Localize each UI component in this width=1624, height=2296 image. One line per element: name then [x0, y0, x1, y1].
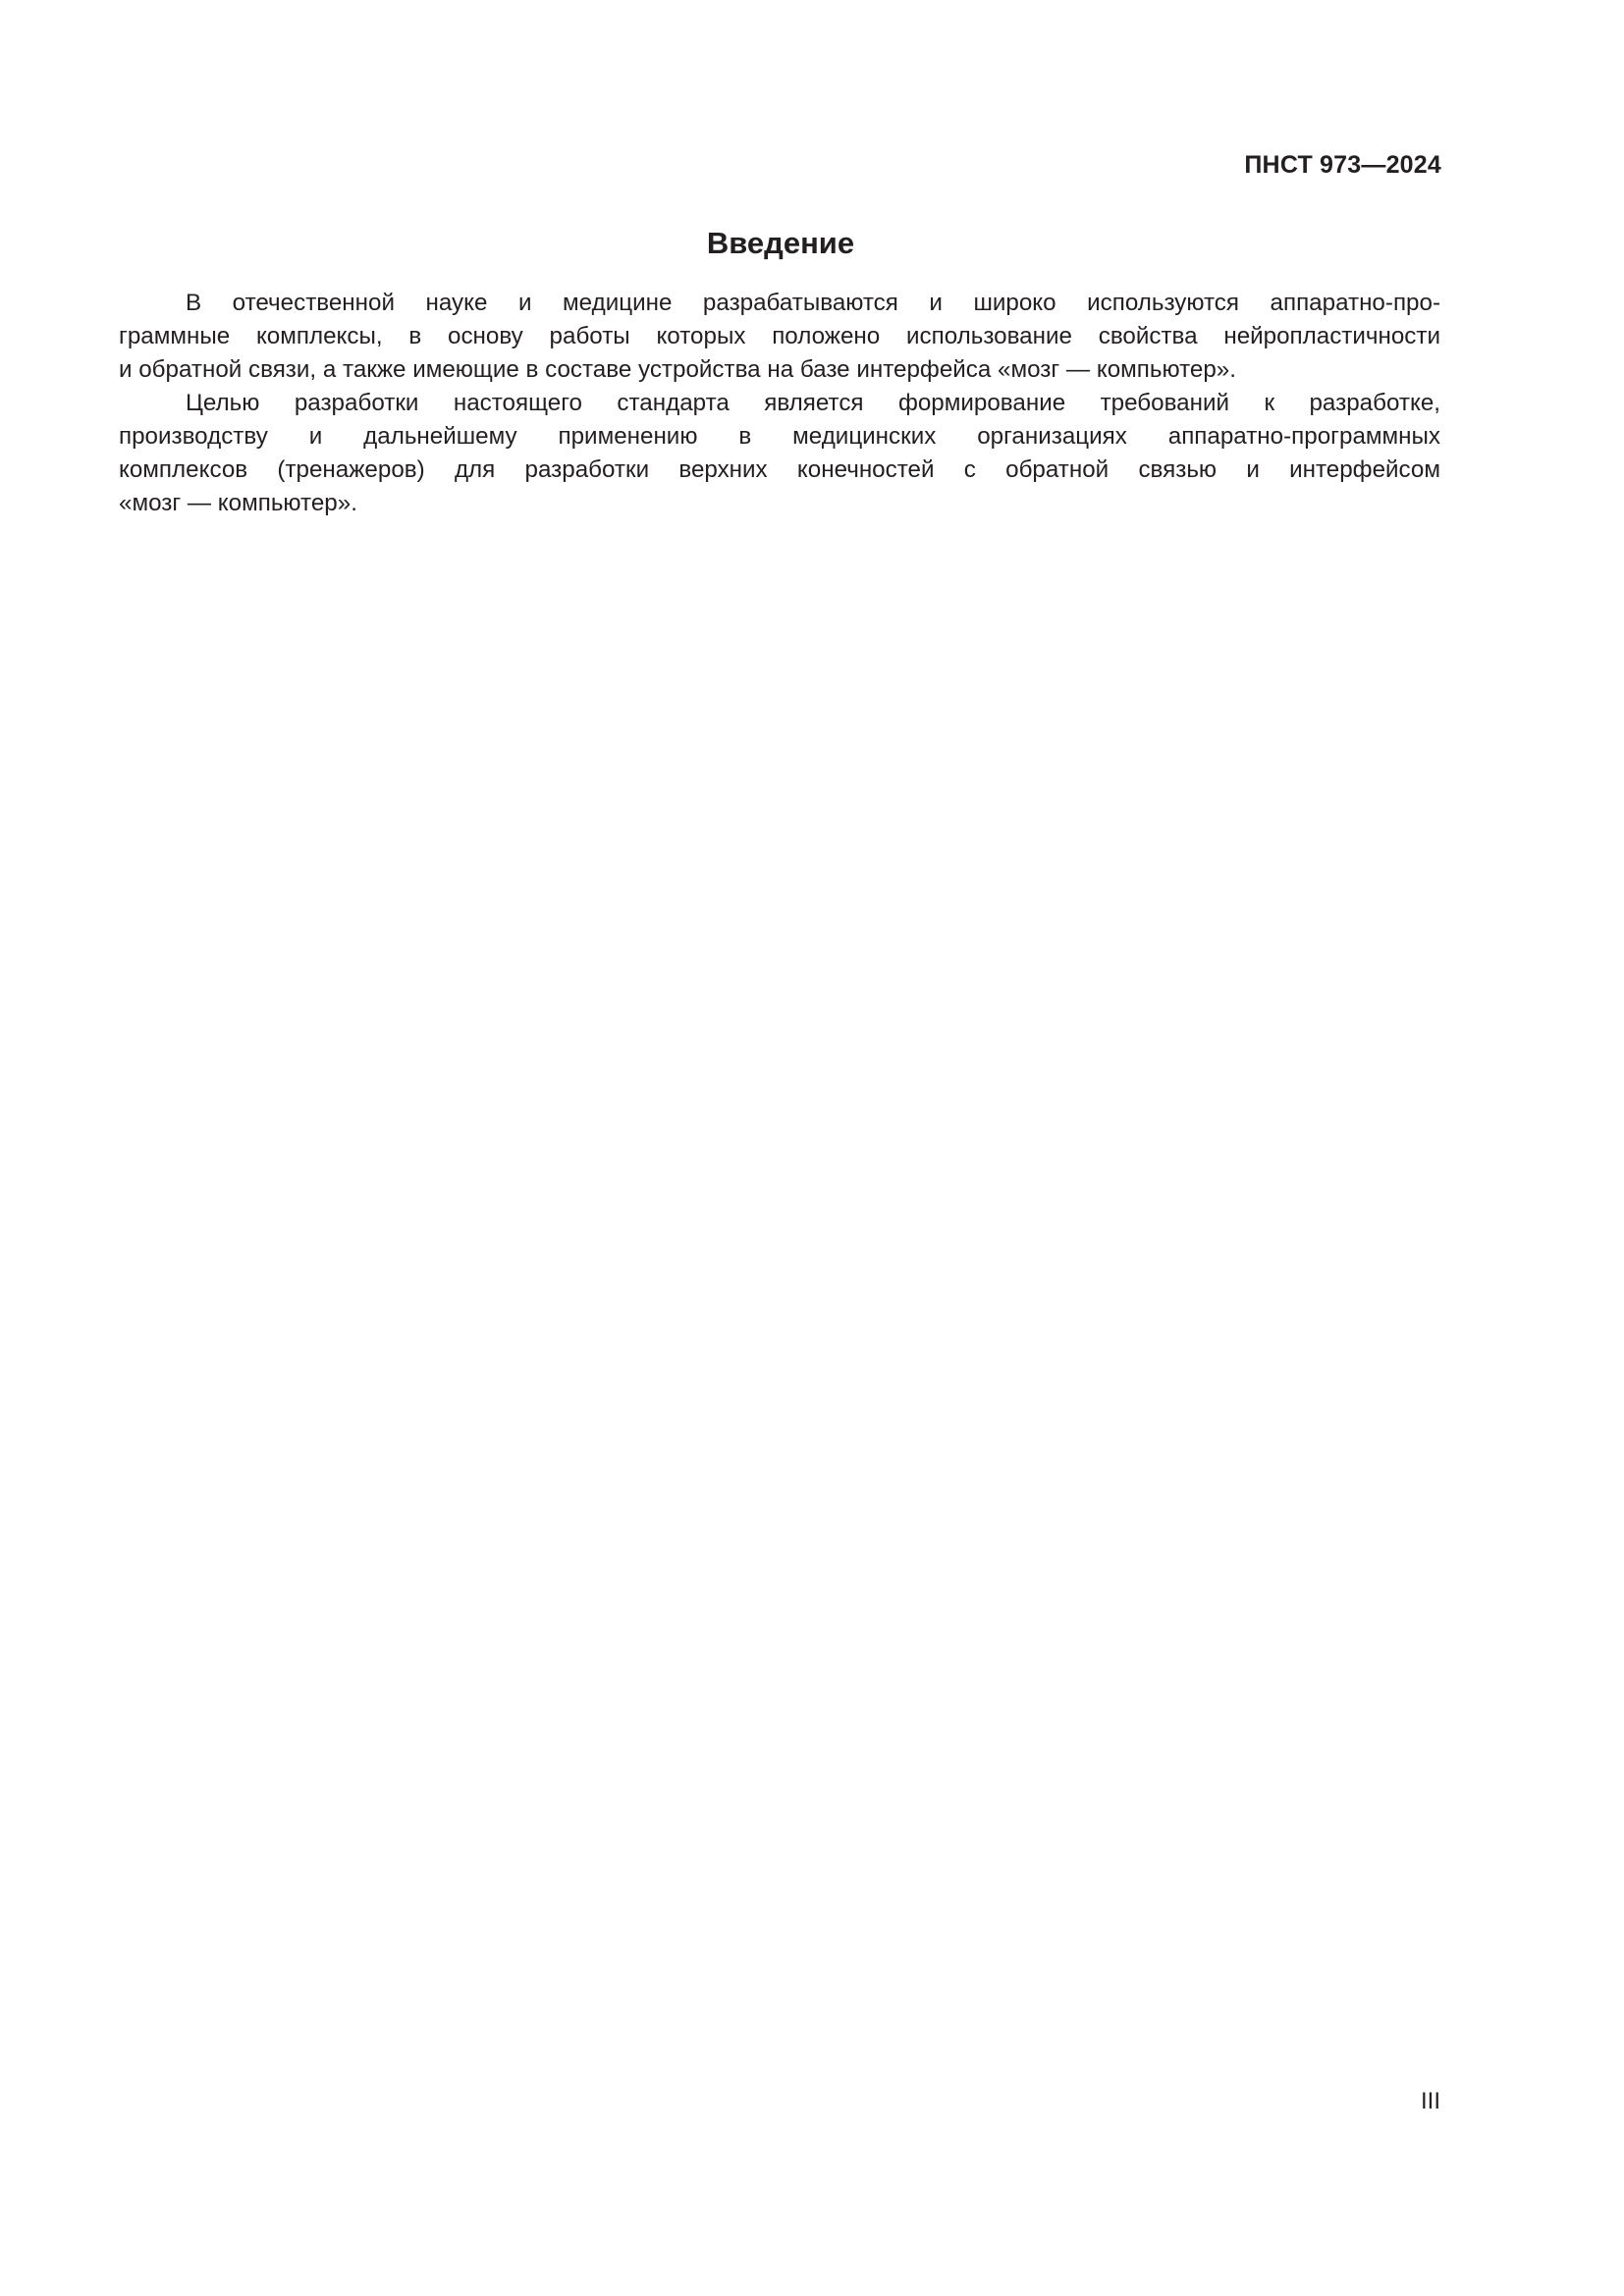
paragraph-line: «мозг — компьютер».: [119, 490, 357, 516]
document-code: ПНСТ 973—2024: [1244, 151, 1441, 179]
paragraph-line: и обратной связи, а также имеющие в составе устройства на базе интерфейса «мозг — компьютер».: [119, 356, 1236, 383]
paragraph-line: производству и дальнейшему применению в медицинских организациях аппаратно-программных: [119, 423, 1440, 450]
paragraph-line: комплексов (тренажеров) для разработки верхних конечностей с обратной связью и интерфейсом: [119, 456, 1440, 483]
paragraph-line: граммные комплексы, в основу работы которых положено использование свойства нейропластичности: [119, 323, 1440, 349]
paragraph-2: [119, 387, 1440, 520]
page-number: III: [1420, 2088, 1440, 2114]
paragraph-line: Целью разработки настоящего стандарта является формирование требований к разработке,: [186, 390, 1440, 416]
paragraph-line: В отечественной науке и медицине разрабатываются и широко используются аппаратно-про-: [186, 290, 1440, 316]
introduction-body: [119, 287, 1440, 520]
paragraph-1: [119, 287, 1440, 387]
section-title: Введение: [706, 226, 855, 260]
